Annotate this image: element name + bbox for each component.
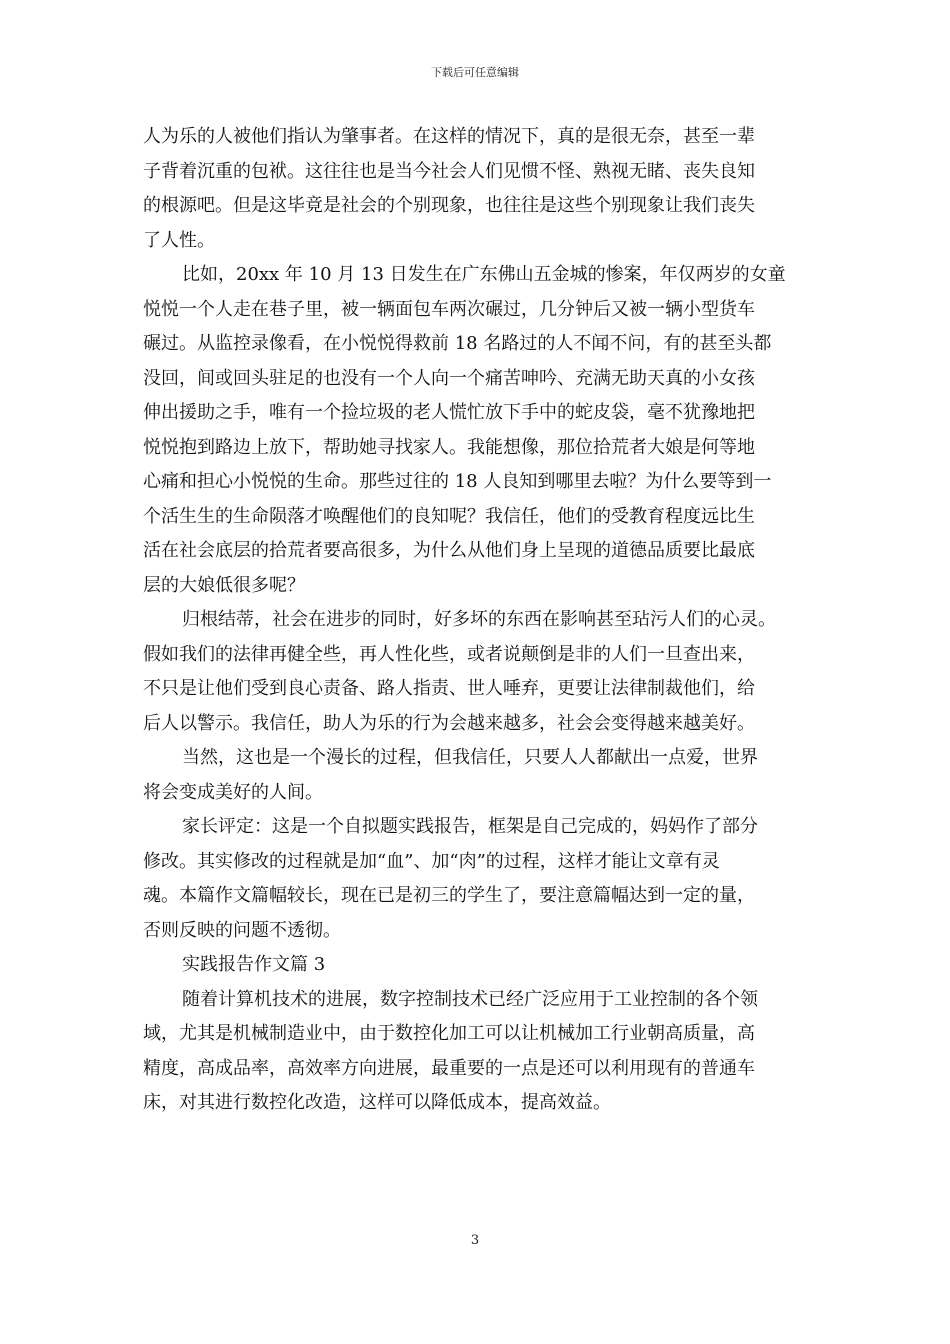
text-line: 悦悦抱到路边上放下，帮助她寻找家人。我能想像，那位拾荒者大娘是何等地 (143, 436, 755, 458)
paragraph (143, 603, 811, 741)
text-line: 比如，20xx 年 10 月 13 日发生在广东佛山五金城的惨案，年仅两岁的女童 (182, 264, 786, 285)
paragraph (143, 120, 811, 258)
text-line: 床，对其进行数控化改造，这样可以降低成本，提高效益。 (143, 1092, 611, 1113)
paragraph (143, 983, 811, 1121)
text-line: 精度，高成品率，高效率方向进展，最重要的一点是还可以利用现有的普通车 (143, 1057, 755, 1079)
paragraph (143, 810, 811, 948)
page-number: 3 (470, 1233, 480, 1248)
text-line: 实践报告作文篇 3 (182, 954, 326, 975)
text-line: 人为乐的人被他们指认为肇事者。在这样的情况下，真的是很无奈，甚至一辈 (143, 126, 755, 147)
text-line: 个活生生的生命陨落才唤醒他们的良知呢？我信任，他们的受教育程度远比生 (143, 505, 755, 527)
text-line: 随着计算机技术的进展，数字控制技术已经广泛应用于工业控制的各个领 (182, 988, 758, 1010)
page-header: 下载后可任意编辑 (431, 66, 519, 79)
section-heading (143, 948, 811, 983)
text-line: 子背着沉重的包袱。这往往也是当今社会人们见惯不怪、熟视无睹、丧失良知 (143, 160, 755, 182)
text-line: 否则反映的问题不透彻。 (143, 919, 341, 941)
text-line: 当然，这也是一个漫长的过程，但我信任，只要人人都献出一点爱，世界 (182, 747, 758, 768)
text-line: 碾过。从监控录像看，在小悦悦得救前 18 名路过的人不闻不问，有的甚至头都 (143, 333, 772, 354)
text-line: 修改。其实修改的过程就是加“血”、加“肉”的过程，这样才能让文章有灵 (143, 850, 720, 872)
text-line: 家长评定：这是一个自拟题实践报告，框架是自己完成的，妈妈作了部分 (182, 816, 758, 837)
text-line: 归根结蒂，社会在进步的同时，好多坏的东西在影响甚至玷污人们的心灵。 (182, 609, 776, 630)
text-line: 后人以警示。我信任，助人为乐的行为会越来越多，社会会变得越来越美好。 (143, 712, 755, 734)
text-line: 没回，间或回头驻足的也没有一个人向一个痛苦呻吟、充满无助天真的小女孩 (143, 367, 755, 389)
paragraph (143, 258, 811, 603)
text-line: 域，尤其是机械制造业中，由于数控化加工可以让机械加工行业朝高质量，高 (143, 1023, 755, 1044)
text-line: 心痛和担心小悦悦的生命。那些过往的 18 人良知到哪里去啦？为什么要等到一 (143, 471, 772, 492)
text-line: 了人性。 (143, 229, 215, 251)
text-line: 层的大娘低很多呢？ (143, 574, 305, 596)
paragraph (143, 741, 811, 810)
document-body (143, 120, 811, 1121)
text-line: 将会变成美好的人间。 (143, 781, 323, 803)
text-line: 魂。本篇作文篇幅较长，现在已是初三的学生了，要注意篇幅达到一定的量， (143, 885, 755, 906)
text-line: 伸出援助之手，唯有一个捡垃圾的老人慌忙放下手中的蛇皮袋，毫不犹豫地把 (143, 402, 755, 423)
text-line: 不只是让他们受到良心责备、路人指责、世人唾弃，更要让法律制裁他们，给 (143, 678, 755, 699)
text-line: 活在社会底层的拾荒者要高很多，为什么从他们身上呈现的道德品质要比最底 (143, 540, 755, 561)
text-line: 悦悦一个人走在巷子里，被一辆面包车两次碾过，几分钟后又被一辆小型货车 (143, 298, 755, 320)
text-line: 的根源吧。但是这毕竟是社会的个别现象，也往往是这些个别现象让我们丧失 (143, 195, 755, 216)
text-line: 假如我们的法律再健全些，再人性化些，或者说颠倒是非的人们一旦查出来， (143, 643, 755, 665)
